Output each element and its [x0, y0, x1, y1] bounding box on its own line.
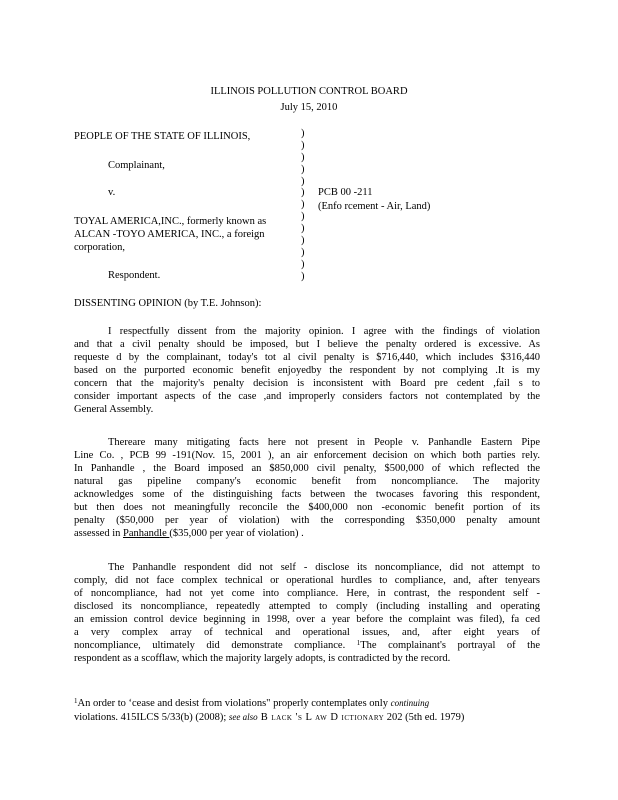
text-line: penalty ($50,000 per year of violation) with the corresponding $350,000 penalty amount — [74, 515, 540, 526]
text-fragment: violations. 415ILCS 5/33(b) (2008); — [74, 712, 229, 723]
respondent-line-2: ALCAN -TOYO AMERICA, INC., a foreign — [74, 229, 265, 240]
dissent-heading: DISSENTING OPINION (by T.E. Johnson): — [74, 298, 262, 309]
bracket: ) — [301, 128, 305, 139]
text-line: Thereare many mitigating facts here not present in People v. Panhandle Eastern Pipe — [108, 437, 540, 448]
text-line: but then does not meaningfully reconcile the $400,000 non -economic benefit portion of its — [74, 502, 540, 513]
text-line: based on the purported economic benefit enjoyedby the respondent by not complying .It is my — [74, 365, 540, 376]
paragraph-3 — [74, 561, 540, 665]
text-line: I respectfully dissent from the majority opinion. I agree with the findings of violation — [108, 326, 540, 337]
board-title: ILLINOIS POLLUTION CONTROL BOARD — [210, 86, 408, 97]
bracket: ) — [301, 223, 305, 235]
respondent-line-3: corporation, — [74, 242, 126, 253]
small-caps-citation: B lack 's L aw D ictionary — [257, 712, 385, 723]
text-line: a very complex array of technical and operational issues, and, after eight years of — [74, 627, 540, 638]
document-date: July 15, 2010 — [280, 102, 338, 113]
text-line: Line Co. , PCB 99 -191(Nov. 15, 2001 ), an air enforcement decision on which both parties rely. — [74, 450, 540, 461]
case-number: PCB 00 -211 — [318, 187, 373, 198]
respondent-line-1: TOYAL AMERICA,INC., formerly known as — [74, 216, 267, 227]
caption-versus: v. — [108, 187, 116, 198]
italic-text: continuing — [390, 698, 430, 708]
text-line: The Panhandle respondent did not self - disclose its noncompliance, did not attempt to — [108, 562, 540, 573]
bracket: ) — [301, 175, 305, 187]
bracket: ) — [301, 139, 305, 151]
caption-complainant: Complainant, — [108, 160, 165, 171]
bracket: ) — [301, 211, 305, 223]
text-line: an emission control device beginning in 1998, over a year before the complaint was filed), fa ced — [74, 614, 540, 625]
text-fragment: ($35,000 per year of violation) . — [169, 528, 304, 539]
text-line: In Panhandle , the Board imposed an $850,000 civil penalty, $500,000 of which reflected the — [74, 463, 540, 474]
text-line: and that a civil penalty should be imposed, but I believe the penalty ordered is excessive. As — [74, 339, 540, 350]
text-line: requeste d by the complainant, today's tot al civil penalty is $716,440, which includes $316,440 — [74, 352, 540, 363]
text-line: General Assembly. — [74, 404, 154, 415]
footnote — [74, 697, 540, 724]
paragraph-1 — [74, 325, 540, 416]
text-line — [74, 527, 540, 540]
text-fragment: noncompliance, ultimately did demonstrate compliance. — [74, 640, 357, 651]
caption-respondent: Respondent. — [108, 270, 161, 281]
bracket: ) — [301, 151, 305, 163]
text-line: acknowledges some of the distinguishing facts between the twocases favoring this respondent, — [74, 489, 540, 500]
text-fragment: An order to ‘cease and desist from violations" properly contemplates only — [77, 698, 391, 709]
caption-respondent-name — [74, 215, 296, 254]
bracket: ) — [301, 246, 305, 258]
text-line: concern that the majority's penalty decision is inconsistent with Board pre cedent ,fail s to — [74, 378, 540, 389]
case-type: (Enfo rcement - Air, Land) — [318, 201, 431, 212]
bracket: ) — [301, 163, 305, 175]
bracket: ) — [301, 270, 305, 282]
footnote-line-2 — [74, 711, 540, 724]
footnote-reference[interactable]: 1 — [356, 639, 361, 647]
text-line: comply, did not face complex technical or operational hurdles to compliance, and, after tenyears — [74, 575, 540, 586]
text-line — [74, 639, 540, 652]
paragraph-2 — [74, 436, 540, 540]
text-line: natural gas pipeline company's economic benefit from noncompliance. The majority — [74, 476, 540, 487]
footnote-marker: 1 — [74, 697, 78, 705]
caption-people: PEOPLE OF THE STATE OF ILLINOIS, — [74, 131, 251, 142]
text-line: respondent as a scofflaw, which the majority largely adopts, is contradicted by the record. — [74, 653, 451, 664]
bracket: ) — [301, 235, 305, 247]
caption-bracket — [301, 128, 311, 283]
footnote-line-1 — [74, 697, 540, 710]
bracket: ) — [301, 258, 305, 270]
text-line: consider important aspects of the case ,and improperly considers factors not contemplated by the — [74, 391, 540, 402]
text-line: of noncompliance, had not yet come into compliance. Here, in contrast, the respondent self - — [74, 588, 540, 599]
text-line: disclosed its noncompliance, repeatedly attempted to comply (including installing and operating — [74, 601, 540, 612]
bracket: ) — [301, 199, 305, 211]
text-fragment: 202 (5th ed. 1979) — [384, 712, 465, 723]
italic-text: see also — [228, 712, 258, 722]
text-fragment: assessed in — [74, 528, 123, 539]
case-citation-underlined: Panhandle — [123, 528, 170, 539]
bracket: ) — [301, 187, 305, 199]
text-fragment: The complainant's portrayal of the — [360, 640, 540, 651]
